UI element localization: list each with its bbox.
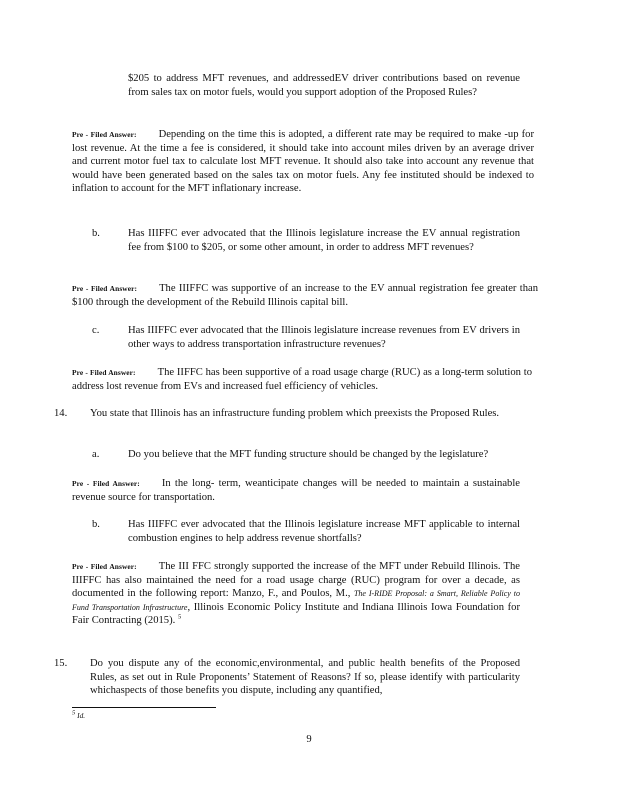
question-b2: b. Has IIIFFC ever advocated that the Illinois legislature increase MFT applicable to internal combustion engines to help address revenue shortfalls? [92,519,520,544]
question-b1: b. Has IIIFFC ever advocated that the Illinois legislature increase the EV annual registration fee from $100 to $205, or some other amount, in order to address MFT revenues? [92,228,520,253]
question-continuation: $205 to address MFT revenues, and addressedEV driver contributions based on revenue from sales tax on motor fuels, would you support adoption of the Proposed Rules? [128,73,520,98]
footnote-separator [72,707,216,708]
answer-label: Pre - Filed Answer: [72,479,140,488]
citation-publisher: , Illinois Economic Policy Institute and Indiana Illinois Iowa Foundation for Fair Contracting (2015). [72,601,520,627]
footnote [72,711,85,720]
answer-paragraph: Pre - Filed Answer: Depending on the time this is adopted, a different rate may be required to make -up for lost revenue. At the time a fee is considered, it should take into account miles driven by an average driver and current motor fuel tax to calculate lost MFT revenue. It should also take into account any revenue that would have been generated based on the sales tax on motor fuels. Any fee instituted should be indexed to inflation to account for the MFT inflationary increase. [72,129,534,195]
answer-paragraph: Pre - Filed Answer: The IIFFC has been supportive of a road usage charge (RUC) as a long-term solution to address lost revenue from EVs and increased fuel efficiency of vehicles. [72,367,532,392]
question-c1: c. Has IIIFFC ever advocated that the Illinois legislature increase revenues from EV drivers in other ways to address transportation infrastructure revenues? [92,325,520,350]
question-14: 14. You state that Illinois has an infrastructure funding problem which preexists the Proposed Rules. [54,408,500,419]
answer-label: Pre - Filed Answer: [72,562,137,571]
answer-paragraph: Pre - Filed Answer: The III FFC strongly supported the increase of the MFT under Rebuild Illinois. The IIIFFC has also maintained the need for a road usage charge (RUC) program for over a decade, as documented in the following report: Manzo, F., and Poulos, M., The I-RIDE Proposal: a Smart, Reliable Policy to Fund Transportation Infrastructure, Illinois Economic Policy Institute and Indiana Illinois Iowa Foundation for Fair Contracting (2015). $^5$ [72,561,520,627]
answer-paragraph: Pre - Filed Answer: The IIIFFC was supportive of an increase to the EV annual registration fee greater than $100 through the development of the Rebuild Illinois capital bill. [72,283,538,308]
footnote-text: Id. [77,711,86,720]
footnote-number: 5 [72,709,76,717]
answer-label: Pre - Filed Answer: [72,130,137,139]
citation-title: The I-RIDE Proposal: a Smart, Reliable Policy to Fund Transportation Infrastructure [72,589,520,612]
question-a2: a. Do you believe that the MFT funding structure should be changed by the legislature? [92,449,489,460]
footnote-reference: 5 [177,613,182,621]
answer-label: Pre - Filed Answer: [72,368,136,377]
question-15: 15. Do you dispute any of the economic,environmental, and public health benefits of the Proposed Rules, as set out in Rule Proponents’ Statement of Reasons? If so, please identify with particularity whichaspects of those benefits you dispute, including any quantified, [54,658,520,697]
citation-author: Manzo, F., and Poulos, M., [232,588,351,600]
answer-label: Pre - Filed Answer: [72,284,138,293]
page-number: 9 [306,734,312,745]
answer-paragraph: Pre - Filed Answer: In the long- term, weanticipate changes will be needed to maintain a sustainable revenue source for transportation. [72,478,520,503]
